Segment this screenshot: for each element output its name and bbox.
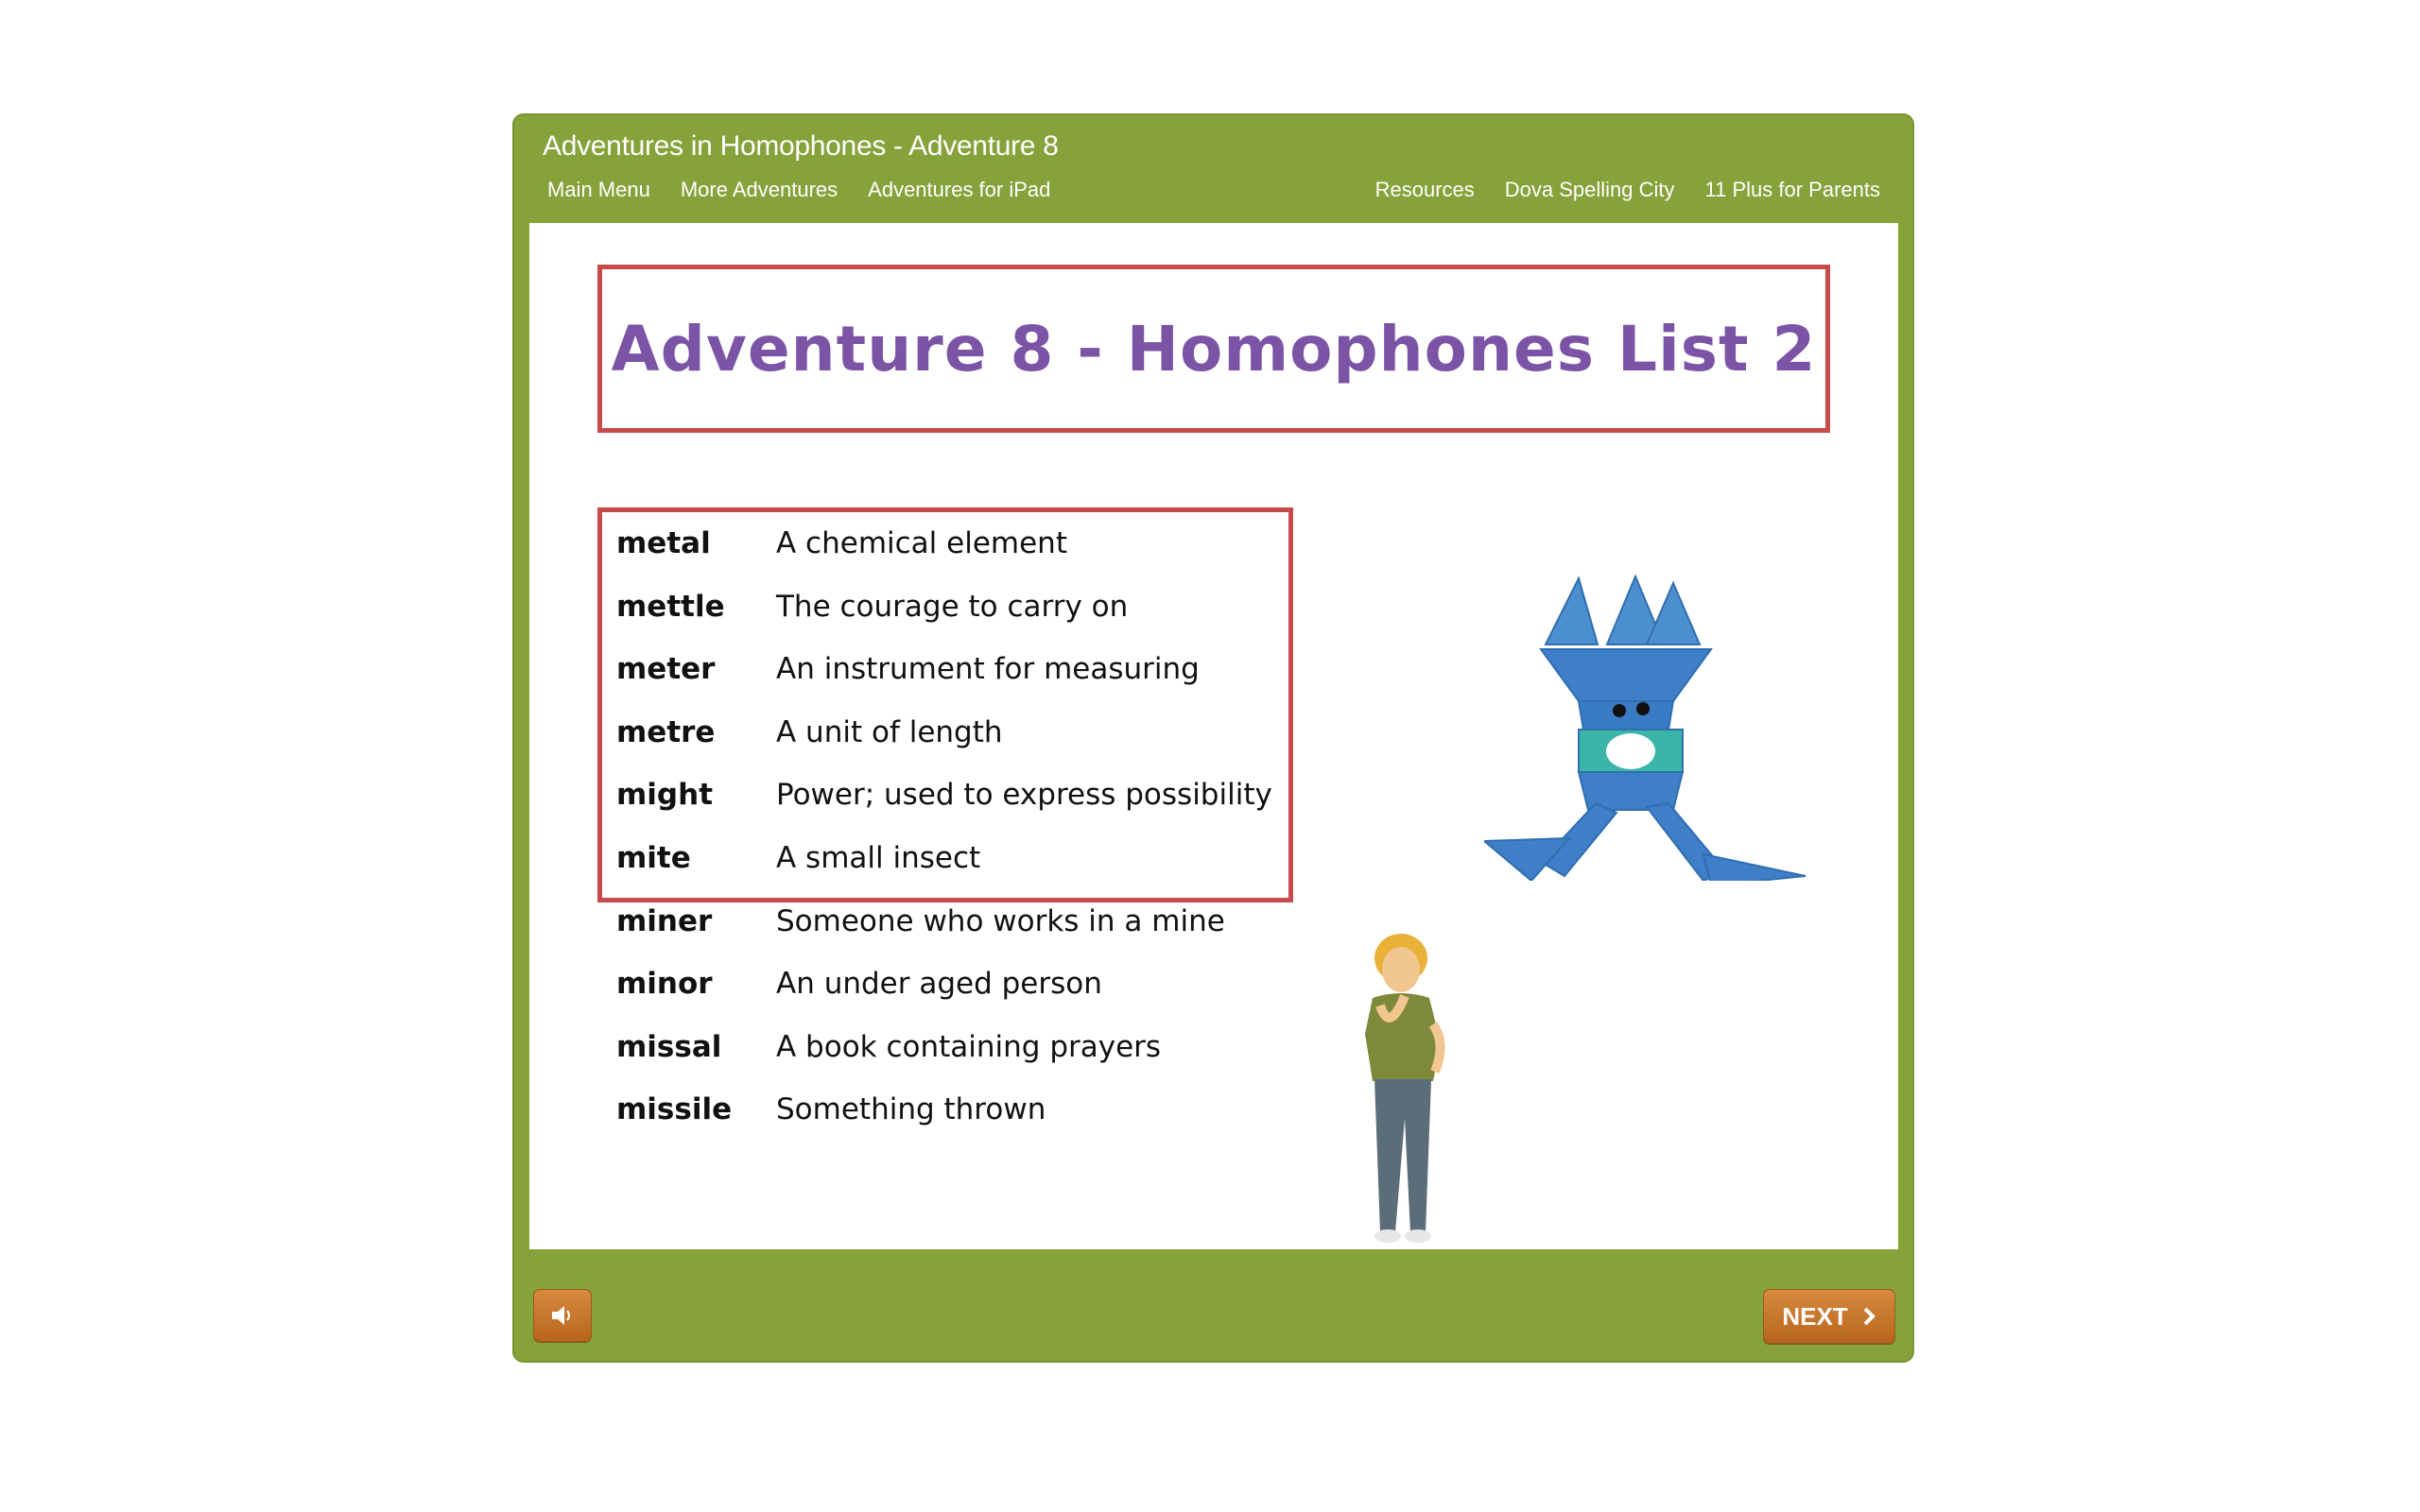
nav-11-plus-for-parents[interactable]: 11 Plus for Parents	[1704, 178, 1880, 201]
heading-box	[597, 265, 1830, 433]
list-item	[602, 832, 1288, 895]
bottom-bar	[512, 1249, 1914, 1363]
word: metal	[616, 526, 711, 560]
player-frame	[512, 113, 1914, 1363]
meaning: A book containing prayers	[776, 1029, 1162, 1064]
robot-illustration	[1484, 559, 1824, 881]
word: meter	[616, 652, 716, 687]
word: miner	[616, 903, 713, 938]
nav-resources[interactable]: Resources	[1374, 178, 1475, 201]
boy-illustration	[1352, 930, 1465, 1251]
word: mite	[616, 840, 691, 875]
list-item	[602, 1021, 1288, 1084]
list-item	[602, 517, 1288, 580]
word: missal	[616, 1029, 722, 1064]
word: metre	[616, 714, 716, 749]
word: might	[616, 778, 714, 813]
slide-heading: Adventure 8 - Homophones List 2	[611, 312, 1817, 386]
word: missile	[616, 1092, 733, 1127]
next-button[interactable]	[1763, 1289, 1895, 1344]
list-item	[602, 895, 1288, 958]
meaning: An instrument for measuring	[776, 652, 1200, 687]
chevron-right-icon	[1861, 1306, 1876, 1327]
meaning: Power; used to express possibility	[776, 778, 1272, 813]
meaning: Someone who works in a mine	[776, 903, 1225, 938]
meaning: A small insect	[776, 840, 981, 875]
list-item	[602, 1083, 1288, 1146]
meaning: A unit of length	[776, 714, 1003, 749]
audio-button[interactable]	[533, 1289, 592, 1342]
list-item	[602, 768, 1288, 832]
nav-dova-spelling-city[interactable]: Dova Spelling City	[1504, 178, 1675, 201]
word: minor	[616, 967, 713, 1002]
meaning: An under aged person	[776, 967, 1102, 1002]
list-item	[602, 957, 1288, 1021]
nav-left	[547, 178, 1050, 202]
list-item	[602, 580, 1288, 644]
nav-right	[1375, 178, 1880, 202]
homophone-list	[597, 507, 1293, 1127]
list-item	[602, 706, 1288, 769]
next-label: NEXT	[1782, 1301, 1848, 1331]
meaning: A chemical element	[776, 526, 1067, 560]
meaning: Something thrown	[776, 1092, 1046, 1127]
slide-stage	[529, 223, 1898, 1249]
speaker-icon	[548, 1301, 577, 1330]
window-title: Adventures in Homophones - Adventure 8	[543, 130, 1059, 162]
nav-main-menu[interactable]: Main Menu	[547, 178, 650, 201]
word: mettle	[616, 589, 725, 624]
nav-adventures-for-ipad[interactable]: Adventures for iPad	[868, 178, 1051, 201]
nav-more-adventures[interactable]: More Adventures	[680, 178, 838, 201]
meaning: The courage to carry on	[776, 589, 1129, 624]
list-item	[602, 643, 1288, 706]
